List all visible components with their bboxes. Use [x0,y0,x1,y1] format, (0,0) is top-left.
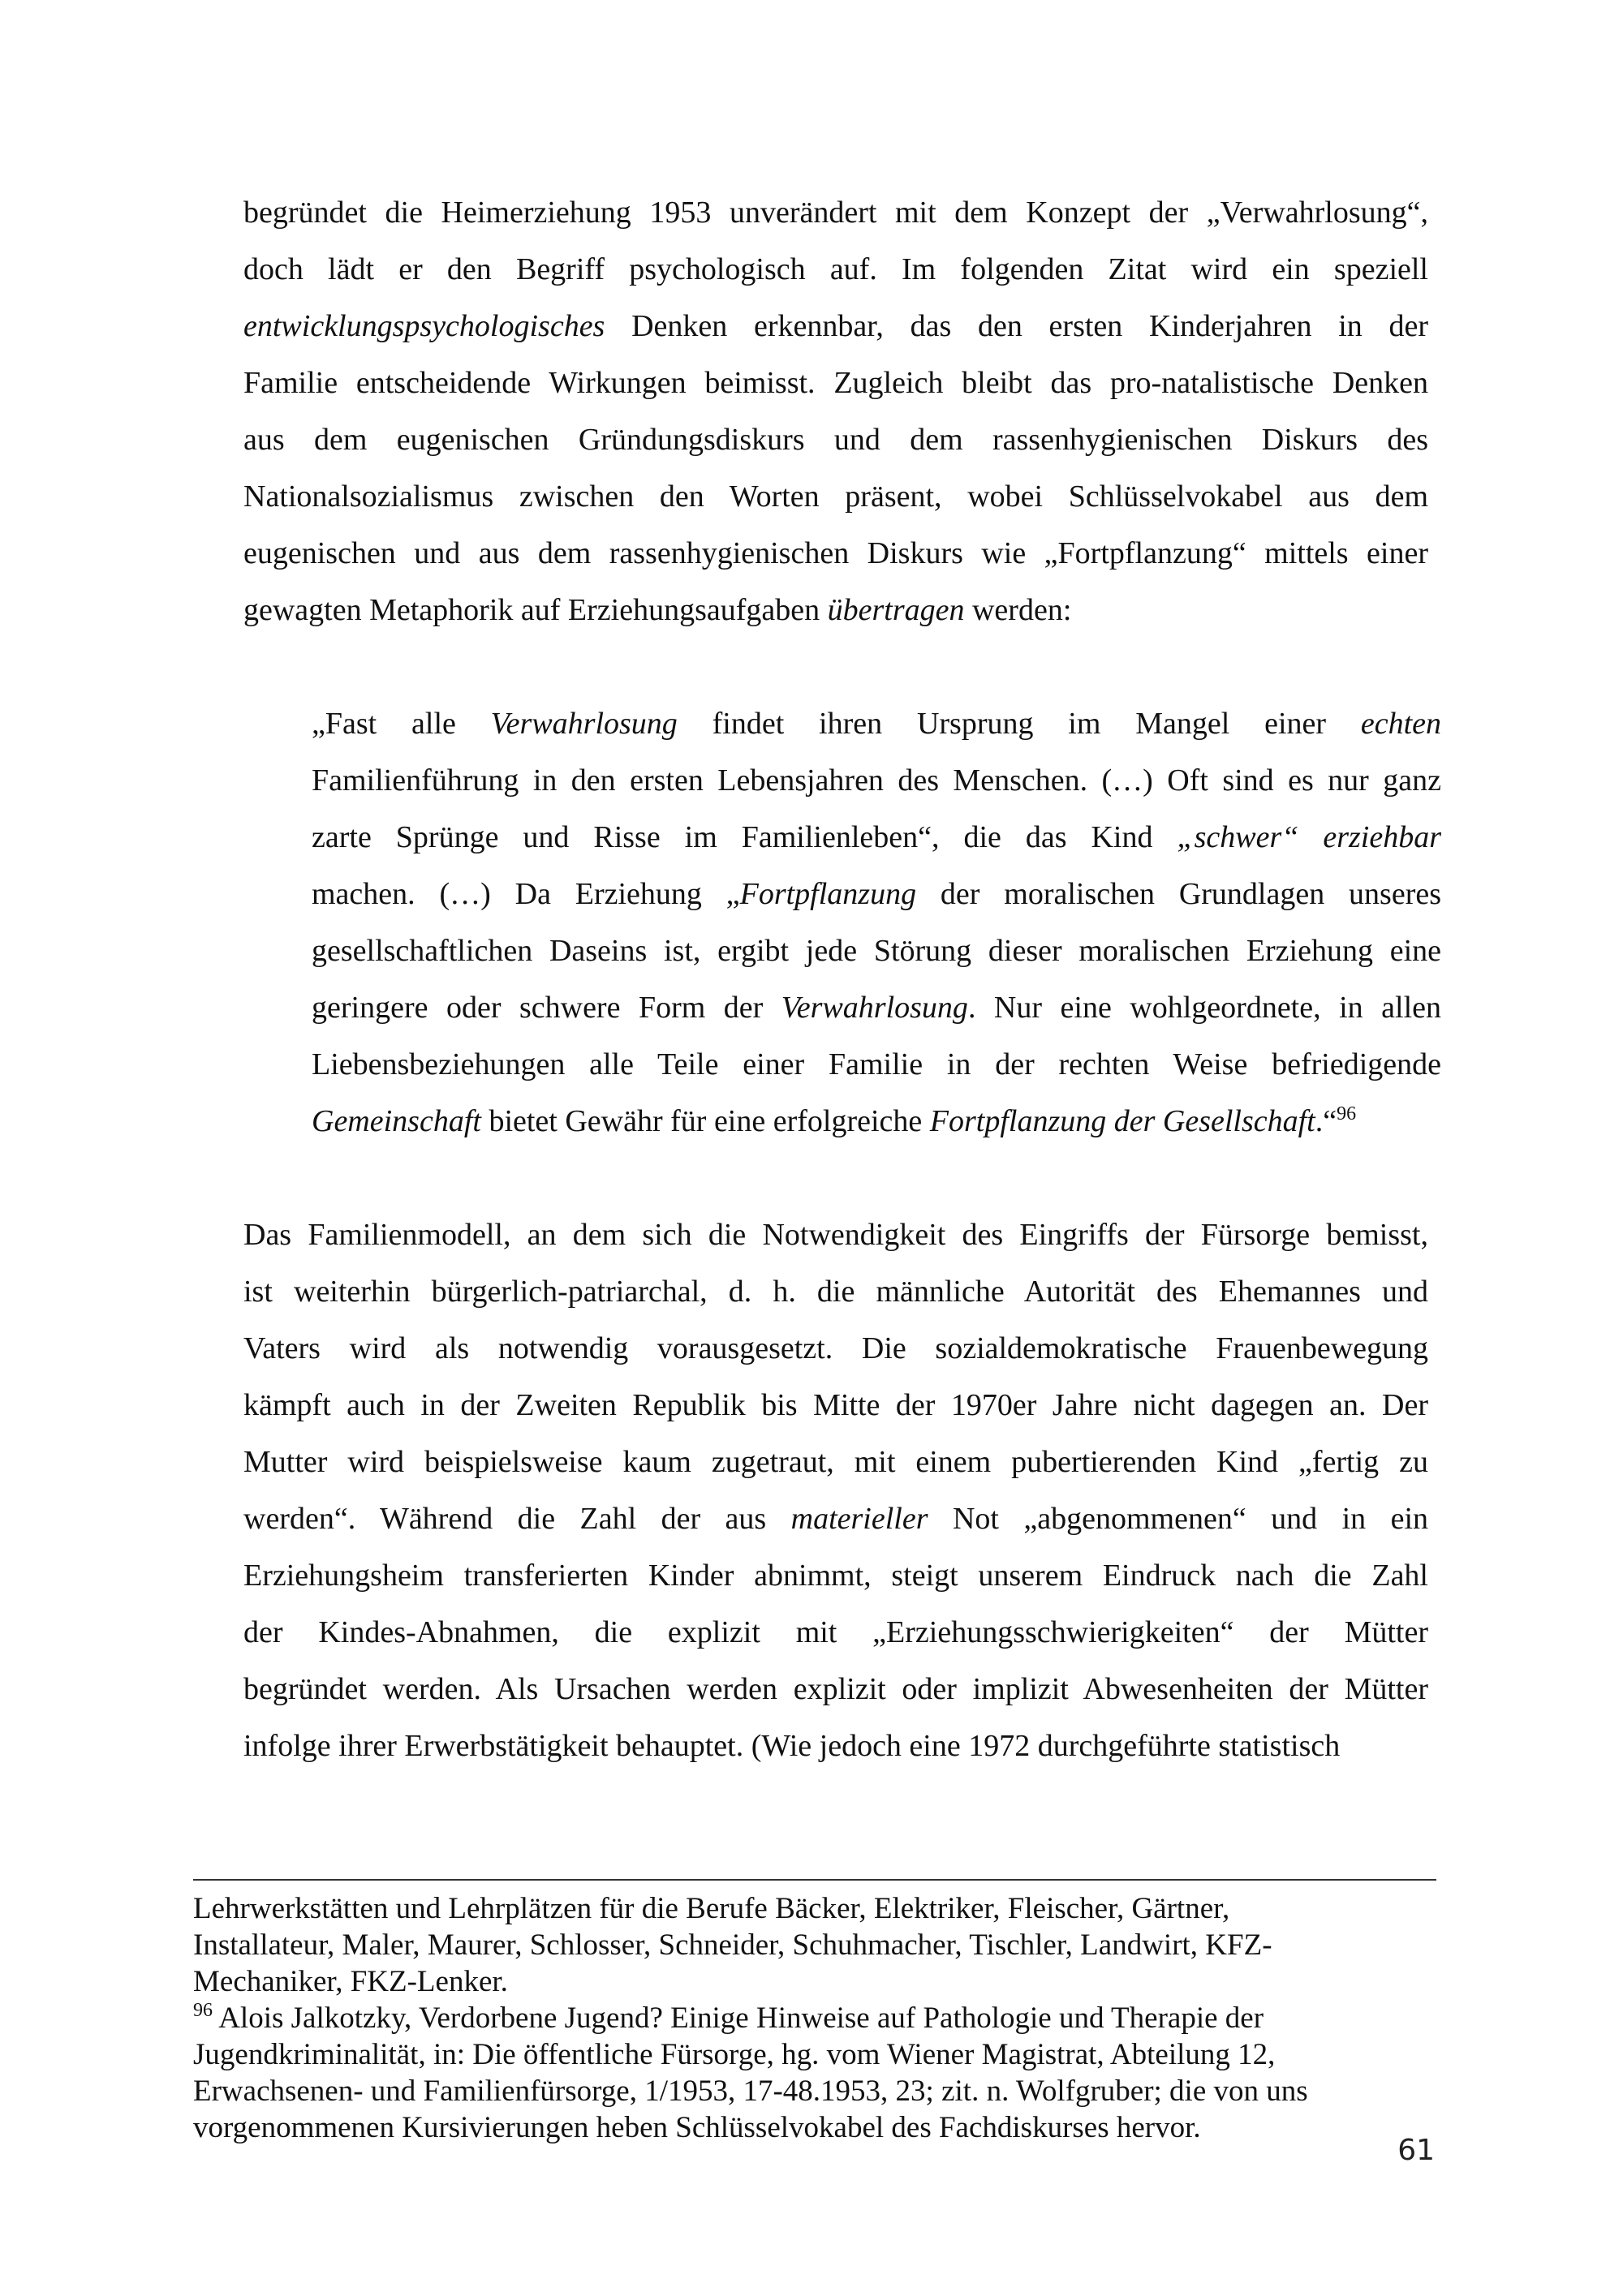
footnotes-line [193,1963,1394,2000]
text-run: infolge ihrer Erwerbstätigkeit behauptet. (Wie jedoch eine 1972 durchgeführte statistisch [243,1729,1341,1763]
text-run: Alois Jalkotzky, Verdorbene Jugend? Einige Hinweise auf Pathologie und Therapie der [213,2001,1264,2035]
text-run: begründet werden. Als Ursachen werden explizit oder implizit Abwesenheiten der Mütter [243,1672,1428,1706]
italic-text: Gemeinschaft [312,1104,481,1138]
text-run: „Fast alle [312,707,491,741]
body-line [243,1263,1428,1320]
text-run: Erwachsenen- und Familienfürsorge, 1/1953, 17-48.1953, 23; zit. n. Wolfgruber; die von uns [193,2075,1308,2108]
italic-text: Fortpflanzung [739,877,917,911]
text-run: kämpft auch in der Zweiten Republik bis Mitte der 1970er Jahre nicht dagegen an. Der [243,1388,1428,1422]
text-run: werden“. Während die Zahl der aus [243,1502,791,1536]
footnote-separator [193,1879,1436,1881]
text-run: vorgenommenen Kursivierungen heben Schlüsselvokabel des Fachdiskurses hervor. [193,2111,1201,2144]
italic-text: Fortpflanzung der Gesellschaft [929,1104,1315,1138]
italic-text: echten [1360,707,1441,741]
footnotes-line [193,1927,1394,1963]
text-run: aus dem eugenischen Gründungsdiskurs und dem rassenhygienischen Diskurs des [243,423,1428,457]
text-run: bietet Gewähr für eine erfolgreiche [480,1104,930,1138]
text-run: Mechaniker, FKZ-Lenker. [193,1965,508,1998]
text-run: zarte Sprünge und Risse im Familienleben“, die das Kind [312,820,1177,854]
footnotes-line [193,1890,1394,1927]
footnotes [193,1890,1394,2146]
intro-paragraph [243,184,1428,638]
text-run: machen. (…) Da Erziehung „ [312,877,740,911]
text-run: Das Familienmodell, an dem sich die Notwendigkeit des Eingriffs der Fürsorge bemisst, [243,1218,1428,1252]
italic-text: „schwer“ erziehbar [1177,820,1441,854]
footnote-marker: 96 [193,2000,213,2021]
body-line [243,1547,1428,1604]
text-run: Erziehungsheim transferierten Kinder abnimmt, steigt unserem Eindruck nach die Zahl [243,1559,1428,1593]
page-number: 61 [1397,2134,1435,2167]
text-run: eugenischen und aus dem rassenhygienischen Diskurs wie „Fortpflanzung“ mittels einer [243,536,1428,570]
quote-line [312,866,1441,922]
text-run: werden: [964,593,1072,627]
text-run: Jugendkriminalität, in: Die öffentliche Fürsorge, hg. vom Wiener Magistrat, Abteilung 12, [193,2038,1276,2071]
text-run: geringere oder schwere Form der [312,991,781,1025]
text-run: Nationalsozialismus zwischen den Worten präsent, wobei Schlüsselvokabel aus dem [243,479,1428,514]
text-run: . Nur eine wohlgeordnete, in allen [967,991,1441,1025]
text-run: ist weiterhin bürgerlich-patriarchal, d. h. die männliche Autorität des Ehemannes und [243,1275,1428,1309]
quote-line [312,1036,1441,1093]
text-run: der Kindes-Abnahmen, die explizit mit „Erziehungsschwierigkeiten“ der Mütter [243,1615,1428,1649]
intro-line [243,355,1428,411]
footnotes-line [193,2036,1394,2073]
intro-line [243,241,1428,298]
quote-line [312,809,1441,866]
text-run: .“ [1315,1104,1337,1138]
italic-text: Verwahrlosung [781,991,968,1025]
quote-line [312,695,1441,752]
body-line [243,1490,1428,1547]
text-run: Installateur, Maler, Maurer, Schlosser, Schneider, Schuhmacher, Tischler, Landwirt, KFZ- [193,1928,1272,1962]
text-run: Denken erkennbar, das den ersten Kinderjahren in der [605,309,1428,343]
body-line [243,1604,1428,1661]
italic-text: Verwahrlosung [490,707,678,741]
body-line [243,1434,1428,1490]
intro-line [243,411,1428,468]
body-line [243,1206,1428,1263]
intro-line [243,468,1428,525]
quote-line [312,1093,1441,1150]
body-line [243,1718,1428,1774]
intro-line [243,582,1428,638]
text-run: gewagten Metaphorik auf Erziehungsaufgaben [243,593,828,627]
footnotes-line [193,2000,1394,2036]
text-run: der moralischen Grundlagen unseres [916,877,1441,911]
text-run: findet ihren Ursprung im Mangel einer [677,707,1361,741]
italic-text: materieller [790,1502,928,1536]
text-run: Mutter wird beispielsweise kaum zugetraut, mit einem pubertierenden Kind „fertig zu [243,1445,1428,1479]
footnotes-line [193,2109,1394,2146]
italic-text: übertragen [827,593,965,627]
quote-line [312,922,1441,979]
italic-text: entwicklungspsychologisches [243,309,605,343]
body-line [243,1661,1428,1718]
text-run: Vaters wird als notwendig vorausgesetzt. Die sozialdemokratische Frauenbewegung [243,1331,1428,1365]
block-quote [312,695,1441,1150]
text-run: Liebensbeziehungen alle Teile einer Familie in der rechten Weise befriedigende [312,1047,1441,1081]
quote-line [312,752,1441,809]
body-line [243,1377,1428,1434]
footnote-marker: 96 [1337,1103,1357,1124]
text-run: Familienführung in den ersten Lebensjahren des Menschen. (…) Oft sind es nur ganz [312,763,1441,798]
quote-line [312,979,1441,1036]
footnotes-line [193,2073,1394,2109]
text-run: begründet die Heimerziehung 1953 unverändert mit dem Konzept der „Verwahrlosung“, [243,196,1428,230]
intro-line [243,184,1428,241]
body-paragraph [243,1206,1428,1774]
text-run: Familie entscheidende Wirkungen beimisst. Zugleich bleibt das pro-natalistische Denken [243,366,1428,400]
body-line [243,1320,1428,1377]
text-run: doch lädt er den Begriff psychologisch auf. Im folgenden Zitat wird ein speziell [243,252,1428,286]
intro-line [243,298,1428,355]
text-run: Lehrwerkstätten und Lehrplätzen für die Berufe Bäcker, Elektriker, Fleischer, Gärtner, [193,1892,1230,1925]
text-run: gesellschaftlichen Daseins ist, ergibt jede Störung dieser moralischen Erziehung eine [312,934,1441,968]
intro-line [243,525,1428,582]
text-run: Not „abgenommenen“ und in ein [928,1502,1428,1536]
